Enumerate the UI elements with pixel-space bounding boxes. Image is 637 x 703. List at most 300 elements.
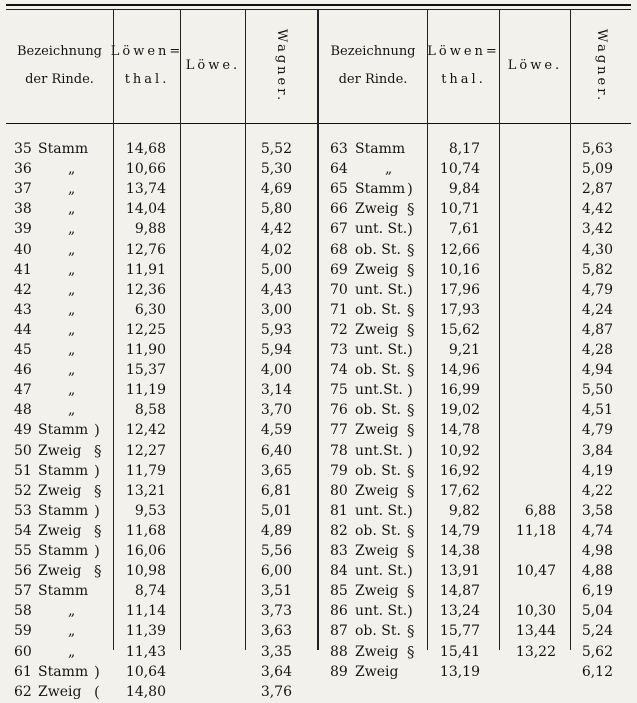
bark-part: unt. St. — [355, 221, 408, 238]
bracket-mark: § — [407, 401, 415, 420]
bark-part: Stamm — [38, 502, 89, 519]
sample-number: 57 — [14, 583, 32, 600]
header-bezeichnung-left — [6, 12, 113, 120]
value-loewenthal: 14,87 — [439, 583, 480, 600]
table-row — [0, 240, 637, 261]
value-wagner: 5,80 — [260, 201, 292, 218]
sample-number: 36 — [14, 161, 32, 178]
sample-number: 62 — [14, 683, 32, 700]
bark-part: „ — [68, 161, 76, 178]
bark-part: Stamm — [38, 583, 89, 600]
value-wagner: 3,70 — [260, 402, 292, 419]
sample-number: 55 — [14, 543, 32, 559]
sample-number: 66 — [330, 201, 348, 218]
sample-number: 88 — [330, 643, 348, 660]
value-wagner: 4,79 — [581, 422, 613, 439]
value-wagner: 6,81 — [260, 482, 292, 499]
header-loewe-right — [500, 12, 570, 120]
value-loewenthal: 11,90 — [125, 342, 166, 358]
header-text: Wagner. — [274, 28, 290, 104]
sample-number: 44 — [14, 321, 32, 338]
value-wagner: 2,87 — [581, 181, 613, 198]
value-wagner: 4,24 — [581, 301, 613, 318]
bark-part: unt.St. — [355, 442, 403, 459]
value-wagner: 5,24 — [581, 623, 613, 640]
value-wagner: 5,56 — [260, 543, 292, 559]
header-text: Löwen= — [427, 44, 500, 59]
header-text: Wagner. — [594, 28, 610, 104]
value-loewenthal: 14,96 — [439, 362, 480, 379]
value-wagner: 4,00 — [260, 362, 292, 379]
sample-number: 74 — [330, 362, 348, 379]
bark-part: Stamm — [38, 141, 89, 157]
value-loewenthal: 12,27 — [125, 442, 166, 459]
value-loewenthal: 11,19 — [125, 382, 166, 399]
value-loewenthal: 9,84 — [448, 181, 480, 198]
bark-part: „ — [68, 181, 76, 198]
sample-number: 77 — [330, 422, 348, 439]
value-loewenthal: 16,92 — [439, 462, 480, 479]
value-loewenthal: 9,88 — [134, 221, 166, 238]
bracket-mark: § — [94, 562, 102, 581]
table-row — [0, 139, 637, 160]
value-loewenthal: 11,68 — [125, 522, 166, 539]
value-wagner: 6,12 — [581, 663, 613, 680]
sample-number: 71 — [330, 301, 348, 318]
bark-part: unt.St. — [355, 382, 403, 399]
value-loewenthal: 13,21 — [125, 482, 166, 499]
value-wagner: 3,51 — [260, 583, 292, 600]
value-wagner: 5,63 — [581, 141, 613, 157]
table-row — [0, 481, 637, 502]
bark-part: unt. St. — [355, 281, 408, 298]
bark-part: „ — [68, 603, 76, 620]
sample-number: 42 — [14, 281, 32, 298]
bark-part: ob. St. — [355, 522, 401, 539]
bark-part: unt. St. — [355, 342, 408, 358]
bracket-mark: ) — [407, 341, 413, 359]
value-loewenthal: 17,62 — [439, 482, 480, 499]
bracket-mark: § — [407, 521, 415, 540]
header-loewe-left — [181, 12, 245, 120]
bracket-mark: § — [407, 200, 415, 219]
sample-number: 45 — [14, 342, 32, 358]
table-row — [0, 521, 637, 542]
bracket-mark: § — [407, 461, 415, 480]
bark-part: Zweig — [355, 663, 399, 680]
bark-part: Stamm — [355, 141, 406, 157]
sample-number: 38 — [14, 201, 32, 218]
value-wagner: 4,19 — [581, 462, 613, 479]
bark-part: Zweig — [355, 543, 399, 559]
bracket-mark: § — [407, 582, 415, 601]
bark-part: Zweig — [355, 583, 399, 600]
bracket-mark: ) — [407, 381, 413, 400]
bracket-mark: ) — [407, 280, 413, 299]
bark-part: Zweig — [38, 563, 82, 580]
sample-number: 79 — [330, 462, 348, 479]
bracket-mark: ) — [94, 542, 100, 560]
value-wagner: 3,76 — [260, 683, 292, 700]
table-row — [0, 199, 637, 220]
value-loewenthal: 10,16 — [439, 261, 480, 278]
header-wagner-right — [571, 12, 631, 120]
value-loewenthal: 9,53 — [134, 502, 166, 519]
bracket-mark: § — [407, 320, 415, 339]
value-wagner: 3,65 — [260, 462, 292, 479]
sample-number: 83 — [330, 543, 348, 559]
sample-number: 49 — [14, 422, 32, 439]
value-wagner: 5,62 — [581, 643, 613, 660]
sample-number: 85 — [330, 583, 348, 600]
table-row — [0, 340, 637, 361]
header-text: Bezeichnung — [16, 44, 103, 59]
value-wagner: 4,98 — [581, 543, 613, 559]
table-row — [0, 662, 637, 683]
value-wagner: 4,79 — [581, 281, 613, 298]
value-loewenthal: 10,64 — [125, 663, 166, 680]
value-wagner: 4,28 — [581, 342, 613, 358]
sample-number: 52 — [14, 482, 32, 499]
bark-part: Zweig — [38, 683, 82, 700]
bracket-mark: § — [407, 642, 415, 661]
bracket-mark: ) — [94, 421, 100, 440]
sample-number: 64 — [330, 161, 348, 178]
value-wagner: 5,52 — [260, 141, 292, 157]
value-wagner: 5,01 — [260, 502, 292, 519]
sample-number: 86 — [330, 603, 348, 620]
table-row — [0, 621, 637, 642]
bark-part: Stamm — [38, 543, 89, 559]
bark-part: Stamm — [38, 422, 89, 439]
table-row — [0, 461, 637, 482]
value-loewenthal: 16,06 — [125, 543, 166, 559]
bracket-mark: § — [94, 441, 102, 460]
value-wagner: 3,64 — [260, 663, 292, 680]
bark-part: „ — [68, 301, 76, 318]
bracket-mark: § — [407, 361, 415, 380]
bracket-mark: ( — [94, 682, 100, 701]
value-wagner: 4,02 — [260, 241, 292, 258]
table-row — [0, 179, 637, 200]
header-wagner-left — [246, 12, 317, 120]
table-row — [0, 682, 637, 703]
value-loewenthal: 7,61 — [448, 221, 480, 238]
sample-number: 65 — [330, 181, 348, 198]
sample-number: 78 — [330, 442, 348, 459]
value-loewenthal: 11,79 — [125, 462, 166, 479]
value-loewenthal: 10,92 — [439, 442, 480, 459]
value-loewenthal: 14,80 — [125, 683, 166, 700]
bark-part: Zweig — [355, 321, 399, 338]
value-loewenthal: 10,98 — [125, 563, 166, 580]
value-wagner: 3,73 — [260, 603, 292, 620]
bark-part: „ — [68, 201, 76, 218]
value-wagner: 4,89 — [260, 522, 292, 539]
bark-part: Zweig — [38, 482, 82, 499]
value-loewe: 13,22 — [515, 643, 556, 660]
value-loewenthal: 8,17 — [448, 141, 480, 157]
sample-number: 35 — [14, 141, 32, 157]
value-loewenthal: 12,42 — [125, 422, 166, 439]
bark-part: „ — [385, 161, 393, 178]
bracket-mark: § — [407, 421, 415, 440]
sample-number: 51 — [14, 462, 32, 479]
bracket-mark: ) — [94, 662, 100, 681]
value-loewenthal: 10,74 — [439, 161, 480, 178]
bracket-mark: § — [407, 542, 415, 560]
table-row — [0, 380, 637, 401]
bark-part: unt. St. — [355, 603, 408, 620]
sample-number: 43 — [14, 301, 32, 318]
bark-part: ob. St. — [355, 623, 401, 640]
value-loewenthal: 6,30 — [134, 301, 166, 318]
table-row — [0, 320, 637, 341]
sample-number: 39 — [14, 221, 32, 238]
table-row — [0, 219, 637, 240]
sample-number: 72 — [330, 321, 348, 338]
table-row — [0, 420, 637, 441]
bark-part: Zweig — [355, 261, 399, 278]
bark-part: Zweig — [38, 522, 82, 539]
value-loewenthal: 11,91 — [125, 261, 166, 278]
header-text: Löwen= — [110, 44, 184, 59]
bark-part: ob. St. — [355, 241, 401, 258]
value-wagner: 3,35 — [260, 643, 292, 660]
value-loewenthal: 12,25 — [125, 321, 166, 338]
table-row — [0, 159, 637, 180]
value-loewenthal: 14,04 — [125, 201, 166, 218]
value-wagner: 6,19 — [581, 583, 613, 600]
header-text: der Rinde. — [25, 72, 94, 87]
sample-number: 48 — [14, 402, 32, 419]
sample-number: 89 — [330, 663, 348, 680]
value-loewenthal: 11,14 — [125, 603, 166, 620]
bark-part: „ — [68, 643, 76, 660]
bark-part: unt. St. — [355, 563, 408, 580]
table-row — [0, 280, 637, 301]
value-wagner: 6,40 — [260, 442, 292, 459]
value-wagner: 3,42 — [581, 221, 613, 238]
table-row — [0, 360, 637, 381]
bracket-mark: § — [407, 481, 415, 500]
header-loewenthal-right — [428, 12, 499, 120]
sample-number: 50 — [14, 442, 32, 459]
value-loewenthal: 15,41 — [439, 643, 480, 660]
value-wagner: 5,00 — [260, 261, 292, 278]
value-wagner: 3,00 — [260, 301, 292, 318]
bracket-mark: ) — [407, 220, 413, 239]
bracket-mark: ) — [94, 461, 100, 480]
value-wagner: 5,30 — [260, 161, 292, 178]
sample-number: 60 — [14, 643, 32, 660]
bracket-mark: ) — [407, 180, 413, 199]
table-row — [0, 260, 637, 281]
sample-number: 61 — [14, 663, 32, 680]
header-text: thal. — [441, 72, 486, 87]
bark-part: „ — [68, 623, 76, 640]
bark-part: Zweig — [355, 643, 399, 660]
value-loewenthal: 19,02 — [439, 402, 480, 419]
bark-part: „ — [68, 342, 76, 358]
bark-part: „ — [68, 241, 76, 258]
bark-part: „ — [68, 362, 76, 379]
bark-part: „ — [68, 261, 76, 278]
value-loewenthal: 13,19 — [439, 663, 480, 680]
sample-number: 69 — [330, 261, 348, 278]
sample-number: 87 — [330, 623, 348, 640]
value-loewenthal: 16,99 — [439, 382, 480, 399]
table-row — [0, 561, 637, 582]
table-row — [0, 601, 637, 622]
sample-number: 41 — [14, 261, 32, 278]
value-loewenthal: 10,71 — [439, 201, 480, 218]
bark-part: Stamm — [38, 462, 89, 479]
sample-number: 81 — [330, 502, 348, 519]
bark-part: „ — [68, 281, 76, 298]
value-loewenthal: 10,66 — [125, 161, 166, 178]
value-wagner: 4,87 — [581, 321, 613, 338]
bark-part: Stamm — [38, 663, 89, 680]
bracket-mark: § — [407, 300, 415, 319]
table-row — [0, 441, 637, 462]
table-row — [0, 642, 637, 663]
value-wagner: 3,63 — [260, 623, 292, 640]
value-loewenthal: 15,62 — [439, 321, 480, 338]
value-wagner: 4,74 — [581, 522, 613, 539]
sample-number: 53 — [14, 502, 32, 519]
bracket-mark: § — [407, 240, 415, 259]
bark-part: „ — [68, 402, 76, 419]
sample-number: 84 — [330, 563, 348, 580]
header-text: thal. — [124, 72, 170, 87]
value-loewe: 6,88 — [524, 502, 556, 519]
value-loewenthal: 14,38 — [439, 543, 480, 559]
value-wagner: 5,82 — [581, 261, 613, 278]
bracket-mark: § — [94, 521, 102, 540]
header-text: Bezeichnung — [330, 44, 416, 59]
value-loewe: 13,44 — [515, 623, 556, 640]
value-wagner: 5,50 — [581, 382, 613, 399]
value-loewenthal: 12,36 — [125, 281, 166, 298]
value-wagner: 3,14 — [260, 382, 292, 399]
bracket-mark: § — [94, 481, 102, 500]
sample-number: 76 — [330, 402, 348, 419]
value-wagner: 4,22 — [581, 482, 613, 499]
value-loewenthal: 8,74 — [134, 583, 166, 600]
sample-number: 67 — [330, 221, 348, 238]
bark-part: Stamm — [355, 181, 406, 198]
sample-number: 70 — [330, 281, 348, 298]
sample-number: 56 — [14, 563, 32, 580]
bark-part: ob. St. — [355, 462, 401, 479]
table-row — [0, 300, 637, 321]
value-wagner: 5,94 — [260, 342, 292, 358]
sample-number: 73 — [330, 342, 348, 358]
value-wagner: 5,09 — [581, 161, 613, 178]
header-text: der Rinde. — [338, 72, 408, 87]
sample-number: 59 — [14, 623, 32, 640]
header-loewenthal-left — [110, 12, 184, 120]
bark-part: „ — [68, 321, 76, 338]
sample-number: 68 — [330, 241, 348, 258]
sample-number: 75 — [330, 382, 348, 399]
value-wagner: 4,59 — [260, 422, 292, 439]
value-loewenthal: 12,76 — [125, 241, 166, 258]
bark-part: ob. St. — [355, 362, 401, 379]
value-loewenthal: 11,43 — [125, 643, 166, 660]
bark-part: Zweig — [355, 201, 399, 218]
bracket-mark: ) — [94, 501, 100, 520]
value-wagner: 3,84 — [581, 442, 613, 459]
table-row — [0, 400, 637, 421]
bark-part: ob. St. — [355, 402, 401, 419]
value-wagner: 4,94 — [581, 362, 613, 379]
value-wagner: 4,43 — [260, 281, 292, 298]
value-loewe: 11,18 — [515, 522, 556, 539]
value-wagner: 4,30 — [581, 241, 613, 258]
sample-number: 80 — [330, 482, 348, 499]
bark-part: unt. St. — [355, 502, 408, 519]
top-rule — [6, 4, 631, 6]
value-loewenthal: 15,77 — [439, 623, 480, 640]
value-loewenthal: 9,21 — [448, 342, 480, 358]
sample-number: 37 — [14, 181, 32, 198]
sample-number: 40 — [14, 241, 32, 258]
value-wagner: 4,51 — [581, 402, 613, 419]
value-loewenthal: 14,78 — [439, 422, 480, 439]
bark-part: ob. St. — [355, 301, 401, 318]
value-loewenthal: 8,58 — [134, 402, 166, 419]
table-row — [0, 541, 637, 562]
sample-number: 82 — [330, 522, 348, 539]
value-loewenthal: 12,66 — [439, 241, 480, 258]
sample-number: 47 — [14, 382, 32, 399]
value-loewenthal: 17,96 — [439, 281, 480, 298]
bracket-mark: ) — [407, 562, 413, 581]
table-row — [0, 501, 637, 522]
value-loewenthal: 14,68 — [125, 141, 166, 157]
sample-number: 46 — [14, 362, 32, 379]
value-wagner: 4,42 — [581, 201, 613, 218]
value-loewenthal: 9,82 — [448, 502, 480, 519]
value-loewenthal: 13,24 — [439, 603, 480, 620]
value-loewe: 10,30 — [515, 603, 556, 620]
bark-part: „ — [68, 221, 76, 238]
value-loewenthal: 15,37 — [125, 362, 166, 379]
sample-number: 58 — [14, 603, 32, 620]
value-loewe: 10,47 — [515, 563, 556, 580]
value-wagner: 4,42 — [260, 221, 292, 238]
bark-part: Zweig — [355, 422, 399, 439]
value-wagner: 6,00 — [260, 563, 292, 580]
value-loewenthal: 17,93 — [439, 301, 480, 318]
sample-number: 54 — [14, 522, 32, 539]
bracket-mark: ) — [407, 602, 413, 621]
value-wagner: 3,58 — [581, 502, 613, 519]
header-bezeichnung-right — [319, 12, 427, 120]
bracket-mark: § — [407, 260, 415, 279]
header-text: Löwe. — [507, 58, 563, 73]
table-row — [0, 581, 637, 602]
value-loewenthal: 13,91 — [439, 563, 480, 580]
value-wagner: 5,93 — [260, 321, 292, 338]
value-wagner: 4,88 — [581, 563, 613, 580]
value-loewenthal: 14,79 — [439, 522, 480, 539]
bracket-mark: ) — [407, 501, 413, 520]
value-wagner: 4,69 — [260, 181, 292, 198]
bracket-mark: ) — [407, 441, 413, 460]
